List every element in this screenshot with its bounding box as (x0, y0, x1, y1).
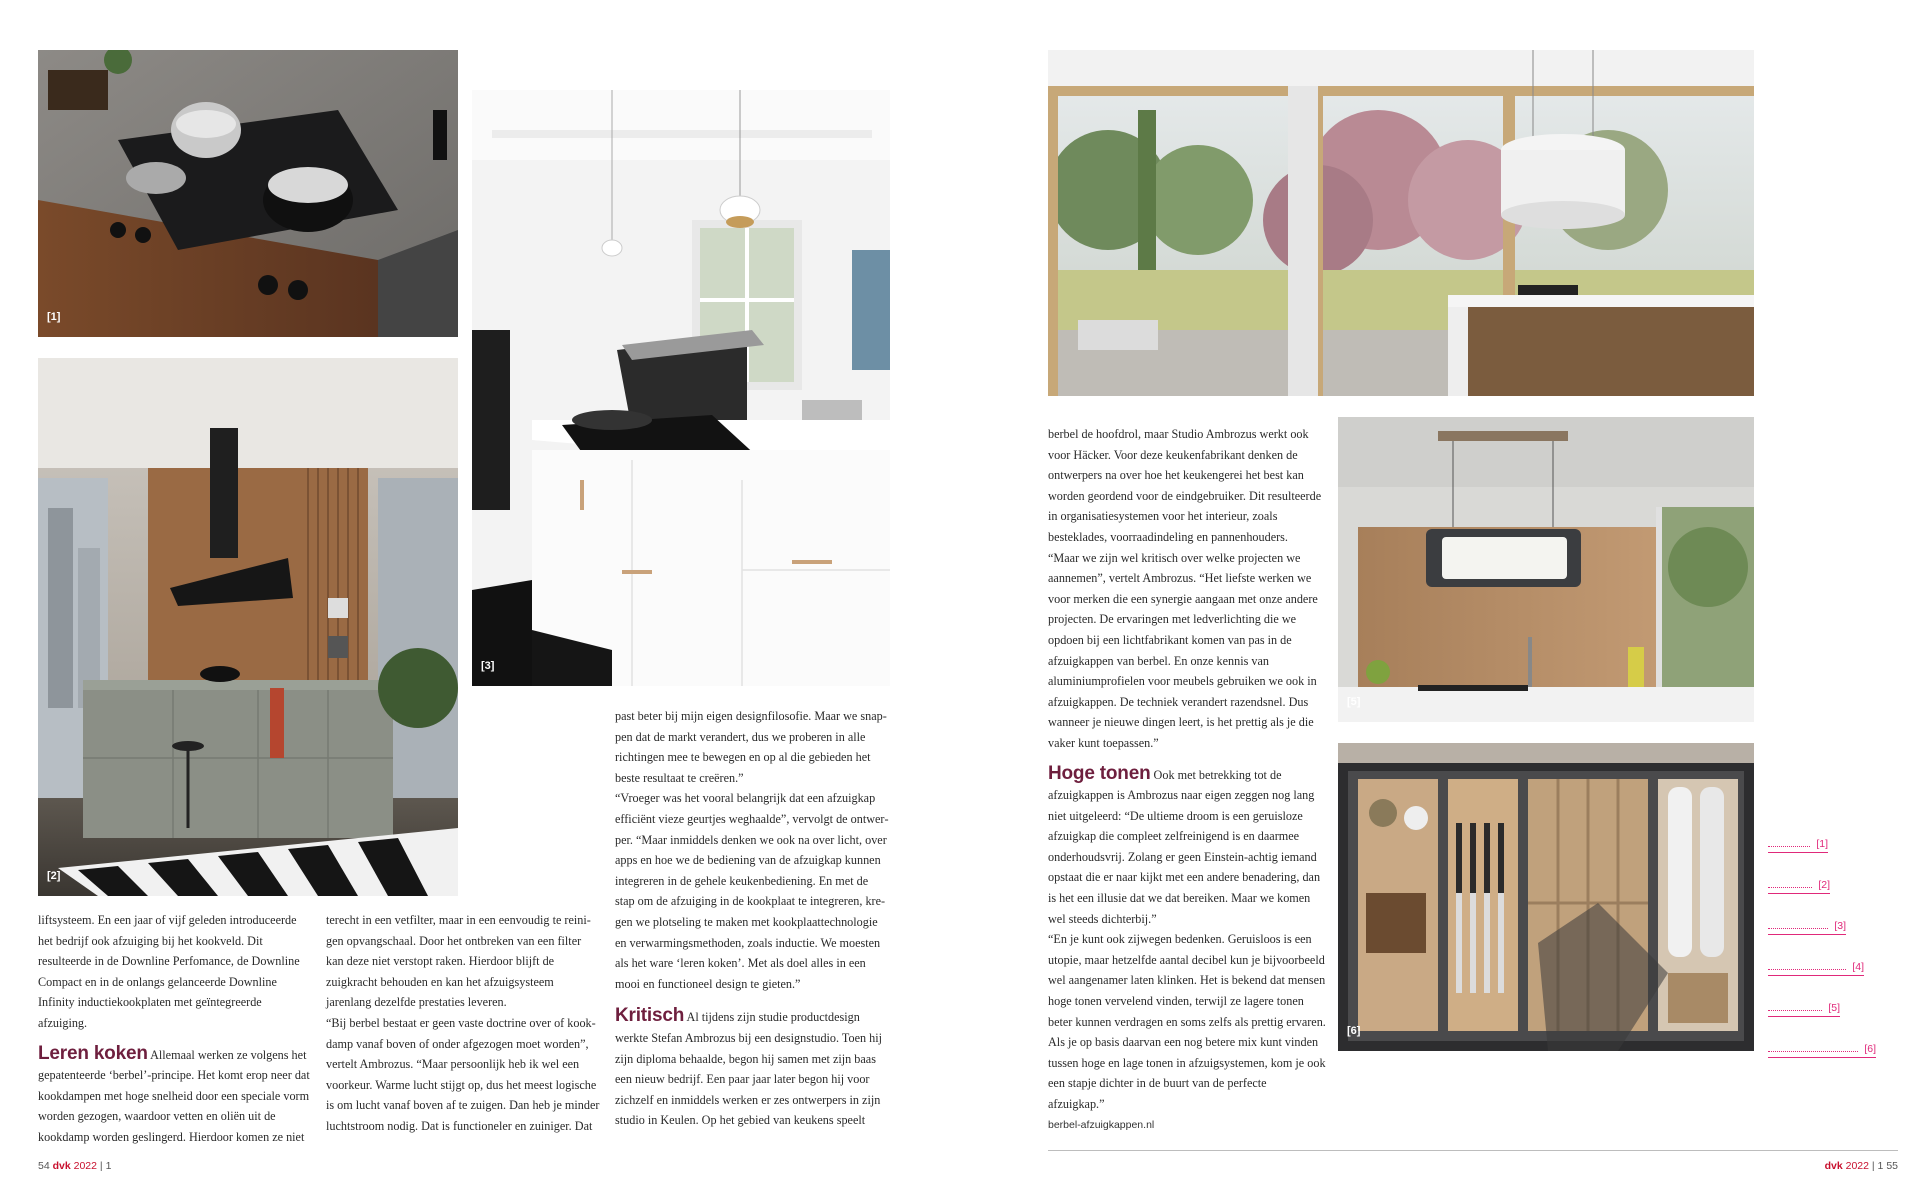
caption-marker-3: [3] (1768, 916, 1846, 935)
folio-right: dvk 2022 | 1 55 (1824, 1160, 1898, 1172)
photo-number: [6] (1347, 1025, 1361, 1037)
subheading-kritisch: Kritisch (615, 1005, 685, 1027)
photo-number: [1] (47, 311, 61, 323)
text-column-3 (615, 706, 890, 1131)
photo-3-white-kitchen (472, 90, 890, 686)
text-column-4 (1048, 424, 1326, 1135)
paragraph-with-subhead (615, 1006, 890, 1131)
paragraph-with-subhead (38, 1044, 313, 1148)
paragraph: terecht in een vetfilter, maar in een eenvoudig te reinigen opvangschaal. Door het ontbreken van een filter kan deze niet verstopt raken. Hierdoor blijft de zuigkracht behouden en kan het afzuigsysteem jarenlang dezelfde prestaties leveren. (326, 913, 591, 1010)
photo-1-cooktop-pans (38, 50, 458, 337)
text-column-2 (326, 910, 601, 1137)
text-column-1 (38, 910, 313, 1148)
photo-number: [5] (1347, 696, 1361, 708)
photo-6-drawer-organizer (1338, 743, 1754, 1051)
caption-marker-4: [4] (1768, 957, 1864, 976)
photo-number: [2] (47, 870, 61, 882)
subheading-leren-koken: Leren koken (38, 1042, 148, 1064)
caption-marker-2: [2] (1768, 875, 1830, 894)
paragraph: Al tijdens zijn studie productdesign werkte Stefan Ambrozus bij een designstudio. Toen hij zijn diploma behaalde, begon hij samen met zijn baas een nieuw bedrijf. Een paar jaar later begon hij voor zichzelf en inmiddels werken er zes ontwerpers in zijn studio in Keulen. Op het gebied van keukens speelt (615, 1010, 882, 1128)
caption-marker-5: [5] (1768, 998, 1840, 1017)
photo-2-wood-kitchen (38, 358, 458, 896)
photo-number: [3] (481, 660, 495, 672)
paragraph-with-subhead (1048, 764, 1326, 930)
source-url: berbel-afzuigkappen.nl (1048, 1118, 1155, 1131)
paragraph: past beter bij mijn eigen designfilosofie. Maar we snappen dat de markt verandert, dus we proberen in alle richtingen mee te bewegen en op al die gebieden het beste resultaat te creëren.” (615, 709, 887, 785)
paragraph: berbel de hoofdrol, maar Studio Ambrozus werkt ook voor Häcker. Voor deze keukenfabrikant denken de ontwerpers na over hoe het keukengerei het best kan worden geordend voor de eindgebruiker. Dit resulteerde in organisatiesystemen voor het interieur, zoals besteklades, voorraadindeling en pannenhouders. (1048, 427, 1322, 544)
subheading-hoge-tonen: Hoge tonen (1048, 762, 1151, 784)
paragraph: “Maar we zijn wel kritisch over welke projecten we aannemen”, vertelt Ambrozus. “Het liefste werken we voor merken die een synergie aangaan met onze andere projecten. De ervaringen met ledverlichting die we opdoen bij een lichtfabrikant komen van pas in de afzuigkappen van berbel. En onze kennis van aluminiumprofielen voor meubels gebruiken we ook in afzuigkappen. De techniek verandert razendsnel. Dus wanneer je nieuwe dingen leert, is het prettig als je die vaker kunt toepassen.” (1048, 550, 1318, 750)
caption-marker-1: [1] (1768, 834, 1828, 853)
photo-4-glass-kitchen (1048, 50, 1754, 396)
caption-marker-6: [6] (1768, 1039, 1876, 1058)
paragraph: Allemaal werken ze volgens het gepatenteerde ‘berbel’-principe. Het komt erop neer dat kookdampen met hoge snelheid door een speciale vorm worden gezogen, waardoor vetten en oliën uit de kookdamp worden geslingerd. Hierdoor komen ze niet (38, 1047, 310, 1144)
paragraph: “En je kunt ook zijwegen bedenken. Geruisloos is een utopie, maar hetzelfde aantal decibel kun je bijvoorbeeld wel aangenamer laten klinken. Het is bekend dat mensen hoge tonen vervelend vinden, terwijl ze lagere tonen beter kunnen verdragen en soms zelfs als prettig ervaren. Als je op basis daarvan een nog betere mix kunt vinden tussen hoge en lage tonen in afzuigsystemen, kom je ook een stapje dichter in de buurt van de perfecte afzuigkap.” (1048, 932, 1326, 1111)
folio-left: 54 dvk 2022 | 1 (38, 1160, 112, 1172)
paragraph: “Vroeger was het vooral belangrijk dat een afzuigkap efficiënt vieze geurtjes weghaalde”, vervolgt de ontwerper. “Maar inmiddels denken we ook na over licht, over apps en hoe we de bediening van de afzuigkap kunnen integreren in de gehele keukenbediening. En met de stap om de afzuiging in de kookplaat te integreren, kregen we plotseling te maken met kookplaattechnologie en verwarmingsmethoden, zoals inductie. We moesten als het ware ‘leren koken’. Met als doel alles in een mooi en functioneel design te gieten.” (615, 791, 889, 991)
paragraph: Ook met betrekking tot de afzuigkappen is Ambrozus naar eigen zeggen nog lang niet uitgeleerd: “De ultieme droom is een geruisloze afzuigkap die compleet zelfreinigend is en daarmee onderhoudsvrij. Zolang er geen Einstein-achtig iemand opstaat die er naar kijkt met een andere benadering, dan is het een illusie dat we dat bereiken. Maar we komen wel steeds dichterbij.” (1048, 767, 1321, 926)
photo-5-pendant-hood (1338, 417, 1754, 722)
footer-rule (1048, 1150, 1898, 1151)
paragraph: liftsysteem. En een jaar of vijf geleden introduceerde het bedrijf ook afzuiging bij het kookveld. Dit resulteerde in de Downline Perfomance, de Downline Compact en in de onlangs gelanceerde Downline Infinity inductiekookplaten met geïntegreerde afzuiging. (38, 913, 300, 1030)
paragraph: “Bij berbel bestaat er geen vaste doctrine over of kookdamp vanaf boven of onder afgezogen moet worden”, vertelt Ambrozus. “Maar persoonlijk heb ik wel een voorkeur. Warme lucht stijgt op, dus het meest logische is om lucht vanaf boven af te zuigen. Dan heb je minder luchtstroom nodig. Dat is functioneler en zuiniger. Dat (326, 1015, 600, 1133)
